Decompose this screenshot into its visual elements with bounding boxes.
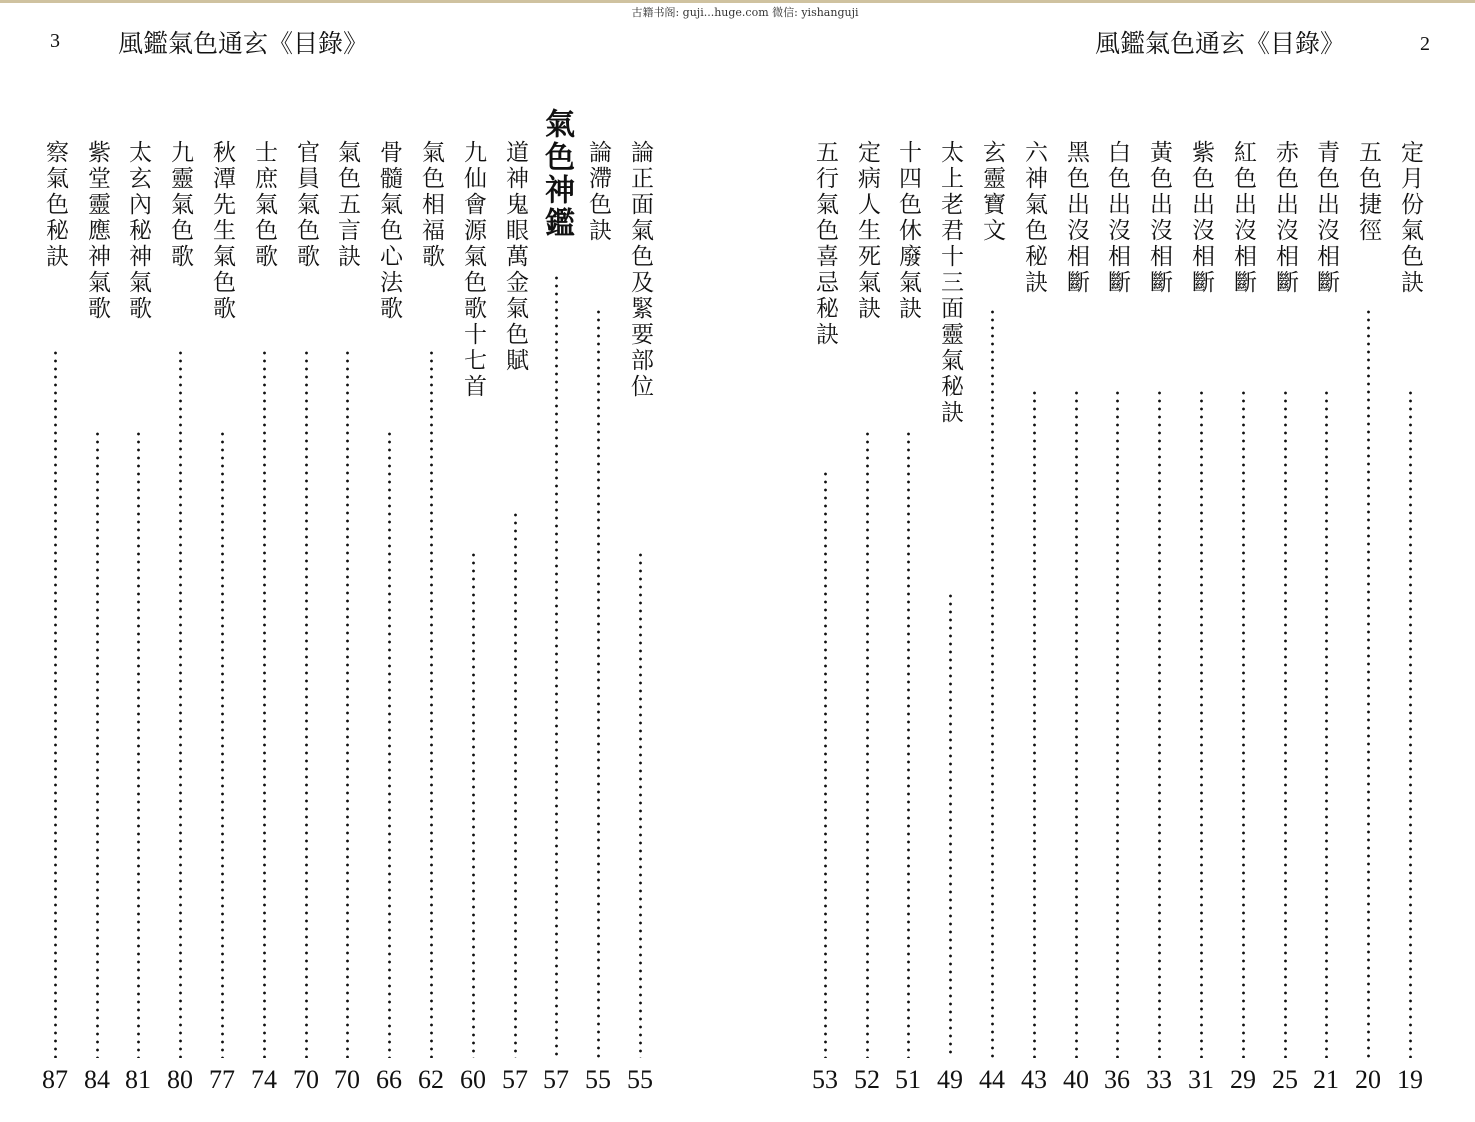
toc-entry-title: 官員氣色歌 [293,140,319,270]
dot-leader [1116,389,1119,1058]
dot-leader [1033,389,1036,1058]
toc-entry[interactable] [972,0,1012,1100]
toc-entry[interactable] [369,0,409,1100]
toc-entry[interactable] [160,0,200,1100]
dot-leader [1158,389,1161,1058]
toc-entry-title: 骨髓氣色心法歌 [376,140,402,322]
toc-entry-page: 57 [502,1065,528,1094]
dot-leader [263,349,266,1059]
toc-entry[interactable] [202,0,242,1100]
toc-entry-page: 55 [627,1065,653,1094]
page-number-left: 3 [50,30,60,52]
dot-leader [346,349,349,1059]
dot-leader [991,308,994,1058]
toc-entry[interactable] [620,0,660,1100]
toc-entry-title: 黑色出沒相斷 [1063,140,1089,296]
toc-entry-page: 20 [1355,1065,1381,1094]
dot-leader [54,349,57,1059]
toc-entry-title: 玄靈寶文 [979,140,1005,244]
toc-entry[interactable] [286,0,326,1100]
toc-entry-title: 氣色神鑑 [539,108,574,240]
toc-entry[interactable] [244,0,284,1100]
toc-entry-title: 定病人生死氣訣 [854,140,880,322]
toc-entry-title: 氣色相福歌 [418,140,444,270]
toc-entry-page: 21 [1313,1065,1339,1094]
toc-entry-page: 52 [854,1065,880,1094]
dot-leader [1409,389,1412,1058]
dot-leader [514,511,517,1059]
toc-entry-title: 定月份氣色訣 [1397,140,1423,296]
dot-leader [388,430,391,1059]
dot-leader [555,274,558,1058]
toc-entry[interactable] [536,0,576,1100]
toc-entry-title: 五色捷徑 [1355,140,1381,244]
dot-leader [639,551,642,1058]
watermark: 古籍书阁: guji...huge.com 微信: yishanguji [631,6,859,19]
toc-entry[interactable] [1390,0,1430,1100]
toc-entry-page: 87 [42,1065,68,1094]
toc-entry-title: 道神鬼眼萬金氣色賦 [502,140,528,374]
toc-entry-page: 70 [293,1065,319,1094]
toc-entry-title: 太玄內秘神氣歌 [125,140,151,322]
toc-entry-page: 84 [84,1065,110,1094]
dot-leader [1200,389,1203,1058]
toc-entry-page: 19 [1397,1065,1423,1094]
toc-entry-title: 黃色出沒相斷 [1146,140,1172,296]
dot-leader [179,349,182,1059]
toc-entry-page: 40 [1063,1065,1089,1094]
toc-entry-page: 55 [585,1065,611,1094]
toc-entry-title: 太上老君十三面靈氣秘訣 [937,140,963,426]
toc-entry-page: 44 [979,1065,1005,1094]
toc-entry-title: 九仙會源氣色歌十七首 [460,140,486,400]
toc-entry-title: 察氣色秘訣 [42,140,68,270]
dot-leader [472,551,475,1058]
toc-entry-title: 紫堂靈應神氣歌 [84,140,110,322]
toc-entry-title: 論正面氣色及緊要部位 [627,140,653,400]
toc-entry-page: 43 [1021,1065,1047,1094]
toc-entry-page: 80 [167,1065,193,1094]
toc-entry-title: 十四色休廢氣訣 [895,140,921,322]
toc-entry[interactable] [1265,0,1305,1100]
toc-entry-page: 49 [937,1065,963,1094]
toc-entry-page: 62 [418,1065,444,1094]
toc-entry-title: 九靈氣色歌 [167,140,193,270]
toc-entry-page: 74 [251,1065,277,1094]
toc-entry-page: 66 [376,1065,402,1094]
toc-entry-page: 29 [1230,1065,1256,1094]
toc-entry[interactable] [1181,0,1221,1100]
toc-entry[interactable] [578,0,618,1100]
toc-entry-title: 論滯色訣 [585,140,611,244]
dot-leader [1242,389,1245,1058]
dot-leader [907,430,910,1059]
dot-leader [1367,308,1370,1058]
toc-entry[interactable] [1097,0,1137,1100]
toc-entry[interactable] [1056,0,1096,1100]
dot-leader [949,592,952,1059]
toc-entry[interactable] [77,0,117,1100]
dot-leader [221,430,224,1059]
page-header-left: 風鑑氣色通玄《目錄》 [118,29,369,58]
page-number-right: 2 [1420,33,1430,55]
dot-leader [824,470,827,1058]
dot-leader [1284,389,1287,1058]
dot-leader [137,430,140,1059]
toc-entry-title: 紅色出沒相斷 [1230,140,1256,296]
toc-entry[interactable] [118,0,158,1100]
toc-entry[interactable] [495,0,535,1100]
toc-entry[interactable] [1348,0,1388,1100]
dot-leader [1325,389,1328,1058]
toc-entry-page: 70 [334,1065,360,1094]
toc-entry-page: 77 [209,1065,235,1094]
toc-entry-page: 60 [460,1065,486,1094]
toc-entry[interactable] [453,0,493,1100]
dot-leader [1075,389,1078,1058]
toc-entry-title: 紫色出沒相斷 [1188,140,1214,296]
toc-entry-title: 六神氣色秘訣 [1021,140,1047,296]
dot-leader [305,349,308,1059]
toc-entry-page: 57 [543,1065,569,1094]
toc-entry-page: 81 [125,1065,151,1094]
toc-entry-page: 25 [1272,1065,1298,1094]
toc-entry[interactable] [1306,0,1346,1100]
toc-entry-page: 53 [812,1065,838,1094]
page-header-right: 風鑑氣色通玄《目錄》 [1095,29,1346,58]
dot-leader [866,430,869,1059]
toc-entry[interactable] [930,0,970,1100]
toc-entry[interactable] [1223,0,1263,1100]
toc-entry-title: 五行氣色喜忌秘訣 [812,140,838,348]
toc-entry-title: 赤色出沒相斷 [1272,140,1298,296]
toc-entry-title: 白色出沒相斷 [1104,140,1130,296]
toc-entry[interactable] [1139,0,1179,1100]
toc-entry[interactable] [847,0,887,1100]
toc-entry-title: 青色出沒相斷 [1313,140,1339,296]
toc-entry[interactable] [35,0,75,1100]
dot-leader [96,430,99,1059]
toc-entry[interactable] [327,0,367,1100]
toc-entry[interactable] [411,0,451,1100]
toc-entry-title: 氣色五言訣 [334,140,360,270]
toc-entry[interactable] [1014,0,1054,1100]
dot-leader [430,349,433,1059]
toc-entry-page: 31 [1188,1065,1214,1094]
toc-entry-title: 秋潭先生氣色歌 [209,140,235,322]
toc-entry[interactable] [888,0,928,1100]
toc-entry[interactable] [805,0,845,1100]
toc-entry-page: 33 [1146,1065,1172,1094]
toc-entry-page: 51 [895,1065,921,1094]
toc-entry-page: 36 [1104,1065,1130,1094]
toc-entry-title: 士庶氣色歌 [251,140,277,270]
dot-leader [597,308,600,1058]
